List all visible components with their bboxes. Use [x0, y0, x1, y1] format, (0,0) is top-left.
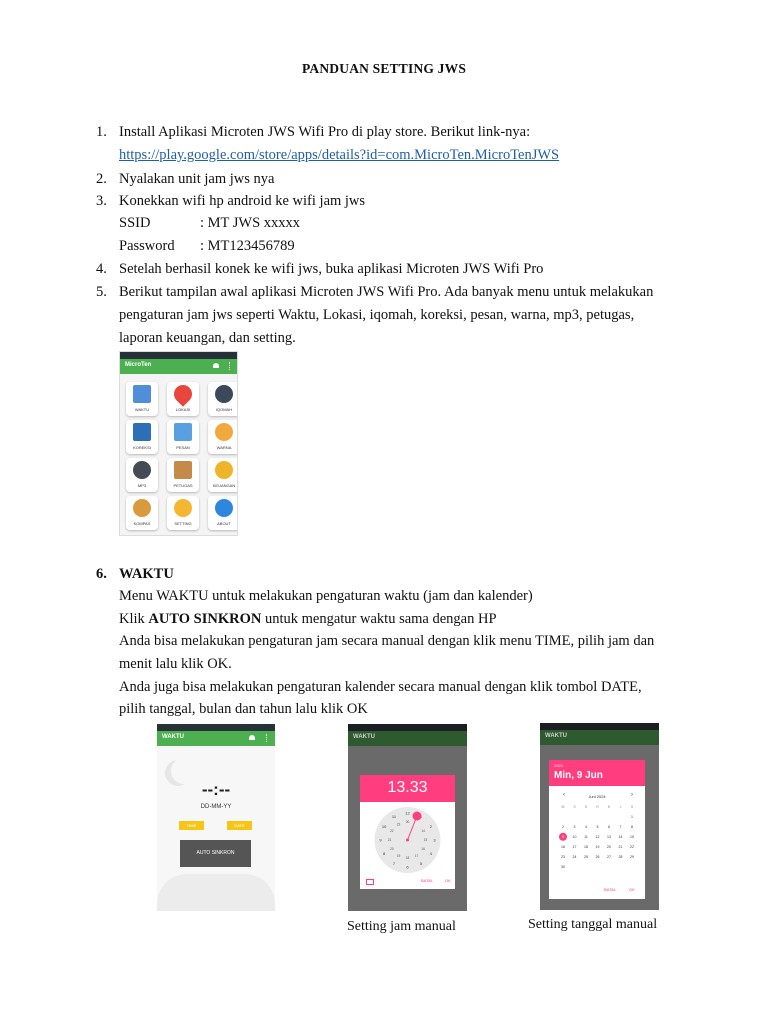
calendar-grid[interactable]: [549, 800, 645, 890]
calendar-day[interactable]: 30: [561, 865, 565, 869]
clock-hour-label[interactable]: 12: [405, 810, 410, 816]
text-fragment: untuk mengatur waktu sama dengan HP: [261, 611, 497, 627]
menu-label: WARNA: [216, 445, 232, 450]
step-2-text: Nyalakan unit jam jws nya: [119, 171, 275, 187]
weekday-label: S: [573, 805, 576, 809]
weekday-label: S: [584, 805, 588, 809]
menu-label: PESAN: [176, 445, 190, 450]
menu-tile-kompas[interactable]: [126, 496, 158, 530]
calendar-day[interactable]: 5: [596, 825, 599, 829]
rupiah-coin-icon: [215, 461, 233, 479]
menu-tile-koreksi[interactable]: [126, 420, 158, 454]
clock-hour-label[interactable]: 8: [383, 851, 386, 856]
calendar-day[interactable]: 11: [584, 835, 588, 839]
status-bar: [348, 724, 467, 731]
menu-label: KEUANGAN: [212, 483, 236, 488]
date-dialog: [549, 760, 645, 899]
clock-hour-label[interactable]: 10: [381, 824, 387, 829]
menu-label: LOKASI: [175, 407, 191, 412]
time-picker-screenshot: [348, 724, 467, 911]
selected-year: 2024: [554, 763, 563, 768]
wifi-icon[interactable]: [213, 363, 219, 368]
step-number: 3.: [96, 193, 107, 209]
clock-hour-label[interactable]: 4: [429, 851, 432, 856]
menu-tile-warna[interactable]: [208, 420, 238, 454]
step-number: 2.: [96, 171, 107, 187]
auto-sinkron-emphasis: AUTO SINKRON: [148, 611, 262, 627]
calendar-day[interactable]: 24: [572, 855, 577, 859]
month-label: Juni 2024: [588, 794, 606, 799]
menu-tile-pesan[interactable]: [167, 420, 199, 454]
play-store-link[interactable]: https://play.google.com/store/apps/details?id=com.MicroTen.MicroTenJWS: [119, 147, 560, 163]
time-button[interactable]: TIME: [179, 821, 204, 830]
calendar-day[interactable]: 6: [608, 825, 610, 829]
gear-icon: [174, 499, 192, 517]
time-dialog-header: [360, 775, 455, 802]
step-number: 5.: [96, 284, 107, 300]
more-menu-icon[interactable]: [266, 734, 267, 742]
selected-date: Min, 9 Jun: [554, 770, 603, 781]
time-picker-caption: Setting jam manual: [347, 919, 456, 934]
weekday-label: S: [630, 805, 634, 809]
mosque-watermark: [157, 874, 275, 911]
palette-icon: [215, 423, 233, 441]
speaker-podium-icon: [174, 461, 192, 479]
location-pin-icon: [170, 381, 195, 406]
step-number: 4.: [96, 261, 107, 277]
app-menu-screenshot: [119, 351, 238, 536]
calendar-day[interactable]: 12: [595, 835, 600, 839]
ssid-label: SSID: [119, 215, 151, 231]
step-1-text: Install Aplikasi Microten JWS Wifi Pro di play store. Berikut link-nya:: [119, 124, 531, 140]
step-6-text: menit lalu klik OK.: [119, 656, 232, 672]
calendar-day[interactable]: 26: [595, 855, 600, 859]
clock-face[interactable]: [360, 806, 455, 876]
prayer-icon: [215, 385, 233, 403]
app-bar: [348, 731, 467, 746]
calendar-day[interactable]: 29: [630, 855, 634, 859]
step-6-text: Anda bisa melakukan pengaturan jam secara manual dengan klik menu TIME, pilih jam dan: [119, 633, 655, 649]
clock-hour-label[interactable]: 13: [414, 822, 419, 827]
menu-tile-lokasi[interactable]: [167, 382, 199, 416]
ok-button[interactable]: OK: [629, 887, 635, 892]
menu-label: SETTING: [174, 521, 192, 526]
calendar-day[interactable]: 25: [584, 855, 588, 859]
calendar-clock-icon: [133, 385, 151, 403]
step-6-text: pilih tanggal, bulan dan tahun lalu klik OK: [119, 701, 368, 717]
calendar-day[interactable]: 10: [572, 835, 577, 839]
clock-hour-label[interactable]: 3: [433, 837, 436, 843]
cancel-button[interactable]: BATAL: [604, 887, 617, 892]
calendar-day[interactable]: 27: [607, 855, 611, 859]
menu-tile-waktu[interactable]: [126, 382, 158, 416]
calendar-day[interactable]: 18: [584, 845, 588, 849]
status-bar: [157, 724, 275, 731]
weekday-label: R: [596, 805, 599, 809]
compass-icon: [133, 499, 151, 517]
section-heading-waktu: WAKTU: [119, 566, 174, 582]
app-bar: [120, 359, 237, 374]
screen-title: WAKTU: [545, 733, 567, 739]
text-fragment: Klik: [119, 611, 149, 627]
clock-hour-label[interactable]: 17: [414, 853, 419, 858]
weekday-label: K: [607, 805, 611, 809]
step-6-text: Anda juga bisa melakukan pengaturan kalender secara manual dengan klik tombol DATE,: [119, 679, 642, 695]
clock-hour-label[interactable]: 7: [392, 860, 396, 866]
date-display: DD-MM-YY: [200, 804, 232, 810]
calendar-day[interactable]: 1: [631, 815, 633, 819]
clock-hour-label[interactable]: 9: [379, 837, 382, 843]
menu-label: KOMPAS: [133, 521, 151, 526]
clock-hour-label[interactable]: 5: [419, 860, 423, 866]
wifi-icon[interactable]: [249, 735, 255, 740]
calendar-day[interactable]: 7: [619, 825, 622, 829]
menu-tile-keuangan[interactable]: [208, 458, 238, 492]
screen-title: WAKTU: [162, 734, 184, 740]
calendar-day[interactable]: 17: [572, 845, 577, 849]
menu-label: ABOUT: [217, 521, 231, 526]
ssid-value: : MT JWS xxxxx: [200, 215, 301, 231]
screen-title: WAKTU: [353, 734, 375, 740]
step-5-text: laporan keuangan, dan setting.: [119, 330, 296, 346]
keyboard-icon[interactable]: [366, 879, 374, 885]
date-dialog-header: [549, 760, 645, 786]
date-button[interactable]: DATE: [227, 821, 252, 830]
waktu-screenshot: [157, 724, 275, 911]
clock-hour-label[interactable]: 6: [406, 864, 409, 870]
clock-hour-label[interactable]: 11: [391, 814, 397, 820]
step-number: 1.: [96, 124, 107, 140]
menu-tile-about[interactable]: [208, 496, 238, 530]
clock-hour-label[interactable]: 16: [421, 847, 425, 852]
calendar-day[interactable]: 9: [562, 835, 564, 839]
menu-tile-setting[interactable]: [167, 496, 199, 530]
menu-label: KOREKSI: [133, 445, 151, 450]
message-edit-icon: [174, 423, 192, 441]
auto-sinkron-button[interactable]: AUTO SINKRON: [180, 840, 251, 867]
calendar-day[interactable]: 13: [607, 835, 611, 839]
menu-tile-petugas[interactable]: [167, 458, 199, 492]
calendar-day[interactable]: 16: [561, 845, 565, 849]
step-3-text: Konekkan wifi hp android ke wifi jam jws: [119, 193, 366, 209]
prev-month-icon[interactable]: ‹: [563, 792, 565, 798]
time-dialog: [360, 775, 455, 889]
calendar-day[interactable]: 28: [618, 855, 623, 859]
cancel-button[interactable]: BATAL: [421, 878, 434, 883]
calendar-day[interactable]: 20: [607, 845, 611, 849]
password-value: : MT123456789: [200, 238, 295, 254]
clock-hour-label[interactable]: 2: [429, 824, 432, 829]
music-disc-icon: [133, 461, 151, 479]
calendar-day[interactable]: 4: [585, 825, 587, 829]
clock-hour-label[interactable]: 20: [390, 847, 394, 852]
calendar-day[interactable]: 22: [630, 845, 634, 849]
clock-hour-label[interactable]: 00: [405, 820, 410, 825]
clock-hour-label[interactable]: 21: [387, 838, 392, 843]
calendar-day[interactable]: 23: [561, 855, 565, 859]
clock-display: --:--: [201, 780, 231, 799]
app-bar: [157, 731, 275, 746]
more-menu-icon[interactable]: [229, 362, 232, 370]
clock-hour-label[interactable]: 22: [390, 829, 394, 834]
checklist-icon: [133, 423, 151, 441]
clock-hour-label[interactable]: 18: [405, 856, 410, 861]
next-month-icon[interactable]: ›: [631, 792, 633, 798]
clock-hour-label[interactable]: 23: [396, 822, 401, 827]
date-picker-screenshot: [540, 723, 659, 910]
step-4-text: Setelah berhasil konek ke wifi jws, buka aplikasi Microten JWS Wifi Pro: [119, 261, 544, 277]
password-label: Password: [119, 238, 175, 254]
step-5-text: pengaturan jam jws seperti Waktu, Lokasi, iqomah, koreksi, pesan, warna, mp3, petugas,: [119, 307, 635, 323]
ok-button[interactable]: OK: [445, 878, 451, 883]
selected-time: 13.33: [387, 779, 428, 796]
clock-hour-label[interactable]: 14: [421, 829, 425, 834]
step-6-text: [119, 611, 497, 628]
calendar-day[interactable]: 8: [631, 825, 633, 829]
status-bar: [540, 723, 659, 730]
calendar-day[interactable]: 19: [595, 845, 600, 849]
info-icon: [215, 499, 233, 517]
menu-tile-iqomah[interactable]: [208, 382, 238, 416]
app-bar: [540, 730, 659, 745]
menu-label: IQOMAH: [215, 407, 233, 412]
app-name: MicroTen: [125, 362, 152, 368]
menu-tile-mp3[interactable]: [126, 458, 158, 492]
step-5-text: Berikut tampilan awal aplikasi Microten JWS Wifi Pro. Ada banyak menu untuk melakukan: [119, 284, 654, 300]
calendar-day[interactable]: 21: [618, 845, 623, 849]
calendar-day[interactable]: 15: [630, 835, 634, 839]
menu-label: PETUGAS: [173, 483, 193, 488]
clock-hour-label[interactable]: 15: [423, 838, 428, 843]
weekday-label: M: [561, 805, 565, 809]
weekday-label: J: [619, 805, 622, 809]
calendar-day[interactable]: 2: [562, 825, 564, 829]
page-title: PANDUAN SETTING JWS: [301, 61, 467, 76]
menu-label: MP3: [137, 483, 147, 488]
step-number: 6.: [96, 566, 107, 582]
calendar-day[interactable]: 3: [573, 825, 576, 829]
date-picker-caption: Setting tanggal manual: [528, 917, 658, 932]
clock-hour-label[interactable]: 19: [396, 853, 401, 858]
step-6-text: Menu WAKTU untuk melakukan pengaturan waktu (jam dan kalender): [119, 588, 533, 604]
menu-label: WAKTU: [134, 407, 150, 412]
status-bar: [120, 352, 237, 359]
calendar-day[interactable]: 14: [618, 835, 623, 839]
